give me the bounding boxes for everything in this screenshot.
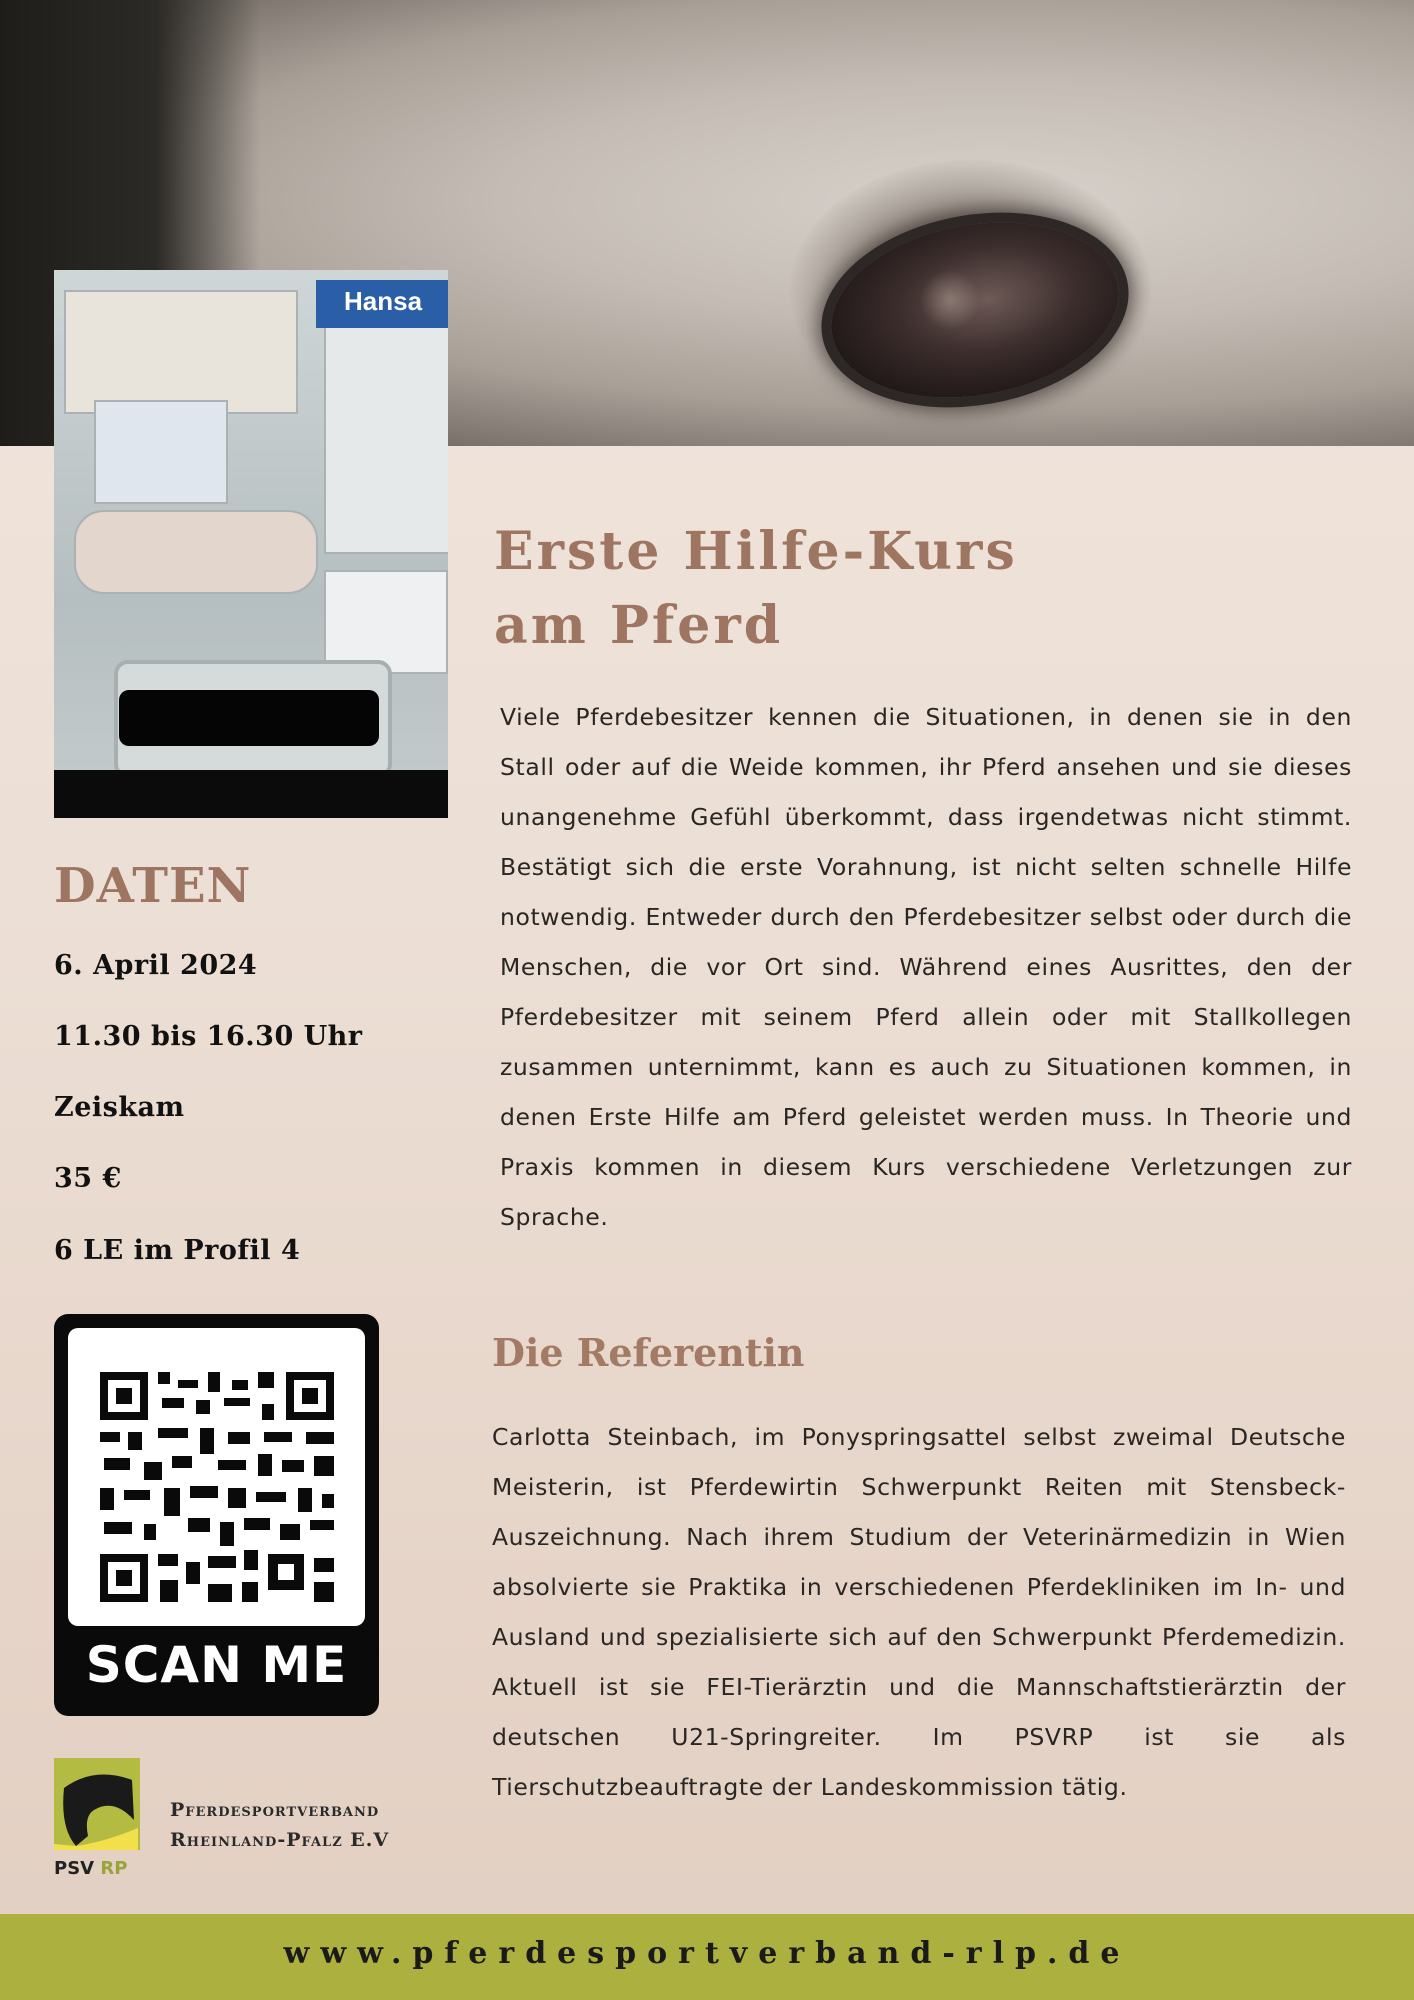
org-line-1: Pferdesportverband bbox=[170, 1799, 380, 1821]
psv-logo-mark bbox=[54, 1758, 140, 1850]
website-link[interactable]: www.pferdesportverband-rlp.de bbox=[283, 1936, 1131, 1971]
organization-name bbox=[170, 1795, 389, 1855]
referentin-heading: Die Referentin bbox=[492, 1330, 805, 1375]
qr-pattern bbox=[68, 1328, 365, 1626]
title-line-2: am Pferd bbox=[494, 595, 784, 656]
kit-handle-hole bbox=[119, 690, 379, 746]
intro-paragraph: Viele Pferdebesitzer kennen die Situationen, in denen sie in den Stall oder auf die Weide kommen, ihr Pferd ansehen und sie dieses unangenehme Gefühl überkommt, dass irgendetwas nicht stimmt. Bestätigt sich die erste Vorahnung, ist nicht selten schnelle Hilfe notwendig. Entweder durch den Pferdebesitzer selbst oder durch die Menschen, die vor Ort sind. Während eines Ausrittes, den der Pferdebesitzer mit seinem Pferd allein oder mit Stallkollegen zusammen unternimmt, kann es auch zu Situationen kommen, in denen Erste Hilfe am Pferd geleistet werden muss. In Theorie und Praxis kommen in diesem Kurs verschiedene Verletzungen zur Sprache. bbox=[500, 703, 1352, 1231]
eye-reflection bbox=[920, 270, 980, 330]
logo-psv: PSV bbox=[54, 1858, 95, 1879]
event-location: Zeiskam bbox=[54, 1092, 185, 1123]
psv-logo-text bbox=[54, 1858, 127, 1879]
kit-shadow bbox=[54, 770, 448, 818]
plaster-box bbox=[324, 320, 448, 554]
bandage-pack bbox=[64, 290, 298, 414]
event-price: 35 € bbox=[54, 1163, 122, 1194]
logo-rp: RP bbox=[100, 1858, 128, 1879]
event-date: 6. April 2024 bbox=[54, 950, 258, 981]
title-line-1: Erste Hilfe-Kurs bbox=[494, 521, 1018, 582]
brand-label: Hansa bbox=[316, 280, 448, 328]
first-aid-kit-image bbox=[54, 270, 448, 818]
event-credits: 6 LE im Profil 4 bbox=[54, 1235, 301, 1266]
page-title bbox=[494, 515, 1294, 663]
horse-head-icon bbox=[54, 1758, 140, 1850]
dressing-pack bbox=[324, 570, 448, 674]
event-time: 11.30 bis 16.30 Uhr bbox=[54, 1021, 363, 1052]
gauze-pack bbox=[94, 400, 228, 504]
qr-code[interactable] bbox=[54, 1314, 379, 1716]
qr-code-area bbox=[68, 1328, 365, 1626]
footer-bar bbox=[0, 1914, 1414, 2000]
org-line-2: Rheinland-Pfalz E.V bbox=[170, 1829, 390, 1851]
daten-heading: DATEN bbox=[54, 858, 252, 914]
scan-me-label: SCAN ME bbox=[85, 1636, 348, 1694]
elastic-bandage bbox=[74, 510, 318, 594]
referentin-paragraph: Carlotta Steinbach, im Ponyspringsattel selbst zweimal Deutsche Meisterin, ist Pferdewirtin Schwerpunkt Reiten mit Stensbeck-Auszeichnung. Nach ihrem Studium der Veterinärmedizin in Wien absolvierte sie Praktika in verschiedenen Pferdekliniken im In- und Ausland und spezialisierte sich auf den Schwerpunkt Pferdemedizin. Aktuell ist sie FEI-Tierärztin und die Mannschaftstierärztin der deutschen U21-Springreiter. Im PSVRP ist sie als Tierschutzbeauftragte der Landeskommission tätig. bbox=[492, 1423, 1346, 1801]
